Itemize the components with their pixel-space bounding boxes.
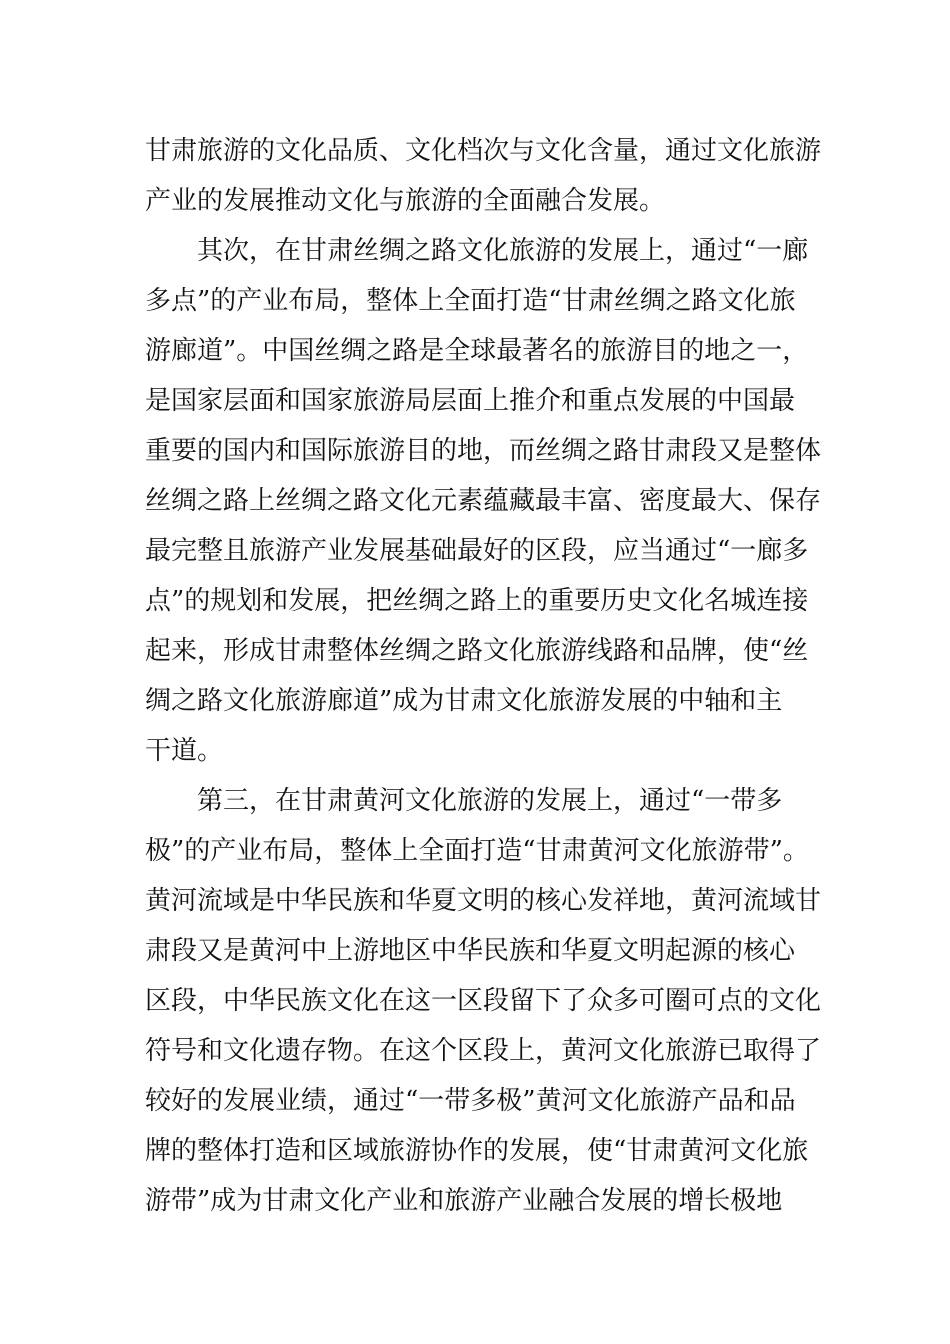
text-line: 是国家层面和国家旅游局层面上推介和重点发展的中国最 [145,386,796,416]
text-line: 肃段又是黄河中上游地区中华民族和华夏文明起源的核心 [145,936,796,966]
paragraph-start-line: 第三，在甘肃黄河文化旅游的发展上，通过“一带多 [197,786,783,816]
text-line: 点”的规划和发展，把丝绸之路上的重要历史文化名城连接 [145,586,809,616]
text-line: 多点”的产业布局，整体上全面打造“甘肃丝绸之路文化旅 [145,286,796,316]
text-line: 符号和文化遗存物。在这个区段上，黄河文化旅游已取得了 [145,1036,822,1066]
text-line: 游带”成为甘肃文化产业和旅游产业融合发展的增长极地 [145,1186,783,1216]
text-line: 最完整且旅游产业发展基础最好的区段，应当通过“一廊多 [145,536,809,566]
paragraph-start-line: 其次，在甘肃丝绸之路文化旅游的发展上，通过“一廊 [197,236,809,266]
text-line: 游廊道”。中国丝绸之路是全球最著名的旅游目的地之一， [145,336,809,366]
text-line: 重要的国内和国际旅游目的地，而丝绸之路甘肃段又是整体 [145,436,822,466]
text-line: 绸之路文化旅游廊道”成为甘肃文化旅游发展的中轴和主 [145,686,783,716]
text-line: 甘肃旅游的文化品质、文化档次与文化含量，通过文化旅游 [145,136,822,166]
text-line: 牌的整体打造和区域旅游协作的发展，使“甘肃黄河文化旅 [145,1136,809,1166]
text-line: 极”的产业布局，整体上全面打造“甘肃黄河文化旅游带”。 [145,836,809,866]
text-line: 黄河流域是中华民族和华夏文明的核心发祥地，黄河流域甘 [145,886,822,916]
text-line: 干道。 [145,736,224,766]
text-line: 丝绸之路上丝绸之路文化元素蕴藏最丰富、密度最大、保存 [145,486,822,516]
text-line: 起来，形成甘肃整体丝绸之路文化旅游线路和品牌，使“丝 [145,636,809,666]
text-line: 区段，中华民族文化在这一区段留下了众多可圈可点的文化 [145,986,822,1016]
text-line: 产业的发展推动文化与旅游的全面融合发展。 [145,186,666,216]
text-line: 较好的发展业绩，通过“一带多极”黄河文化旅游产品和品 [145,1086,796,1116]
